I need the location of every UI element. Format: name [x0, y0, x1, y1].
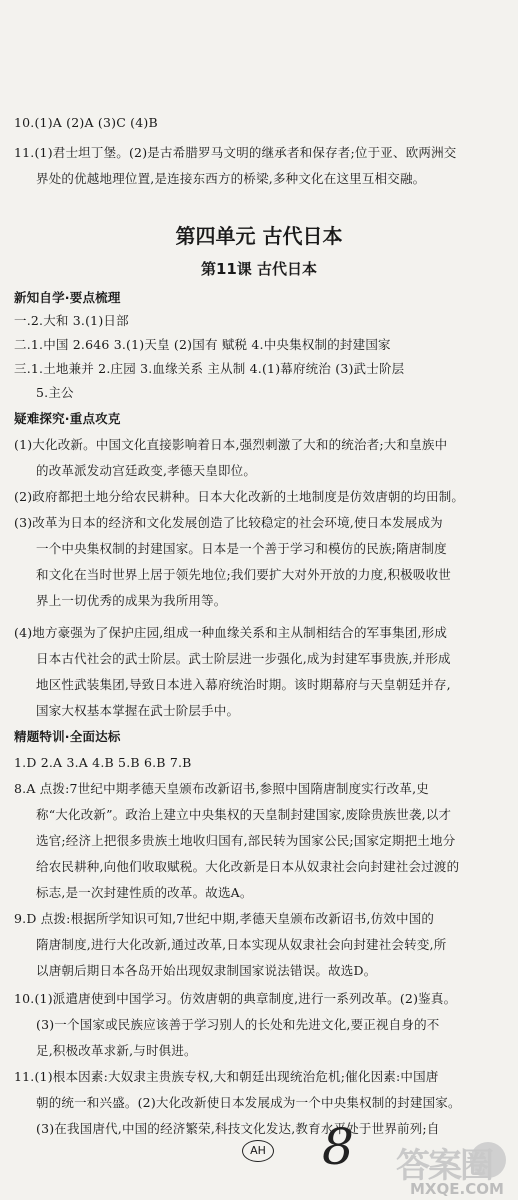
answer-line: (3)改革为日本的经济和文化发展创造了比较稳定的社会环境,使日本发展成为 [14, 515, 443, 530]
answer-line: 标志,是一次封建性质的改革。故选A。 [36, 885, 253, 900]
answer-line: 足,积极改革求新,与时俱进。 [36, 1043, 197, 1058]
unit-title: 第四单元 古代日本 [175, 224, 343, 248]
answer-line: 一个中央集权制的封建国家。日本是一个善于学习和模仿的民族;隋唐制度 [36, 541, 447, 556]
answer-line: 9.D 点拨:根据所学知识可知,7世纪中期,孝德天皇颁布改新诏书,仿效中国的 [14, 911, 435, 926]
answer-line: 界处的优越地理位置,是连接东西方的桥梁,多种文化在这里互相交融。 [36, 171, 426, 186]
section-heading: 疑难探究·重点攻克 [14, 411, 121, 426]
answer-line: 隋唐制度,进行大化改新,通过改革,日本实现从奴隶社会向封建社会转变,所 [36, 937, 447, 952]
answer-line: 10.(1)派遣唐使到中国学习。仿效唐朝的典章制度,进行一系列改革。(2)鉴真。 [14, 991, 457, 1006]
section-heading: 新知自学·要点梳理 [14, 290, 121, 305]
answer-line: 10.(1)A (2)A (3)C (4)B [14, 115, 158, 130]
answer-line: 朝的统一和兴盛。(2)大化改新使日本发展成为一个中央集权制的封建国家。 [36, 1095, 461, 1110]
answer-line: 国家大权基本掌握在武士阶层手中。 [36, 703, 240, 718]
watermark-url: MXQE.COM [410, 1180, 504, 1198]
answer-line: 8.A 点拨:7世纪中期孝德天皇颁布改新诏书,参照中国隋唐制度实行改革,史 [14, 781, 429, 796]
handwritten-page-number: 8 [322, 1118, 354, 1176]
answer-line: 的改革派发动宫廷政变,孝德天皇即位。 [36, 463, 257, 478]
answer-line: (3)在我国唐代,中国的经济繁荣,科技文化发达,教育水平处于世界前列;自 [36, 1121, 440, 1136]
answer-line: 以唐朝后期日本各岛开始出现奴隶制国家说法错误。故选D。 [36, 963, 377, 978]
answer-line: 地区性武装集团,导致日本进入幕府统治时期。该时期幕府与天皇朝廷并存, [36, 677, 451, 692]
answer-line: 给农民耕种,向他们收取赋税。大化改新是日本从奴隶社会向封建社会过渡的 [36, 859, 460, 874]
watermark-text: 答案圈 [396, 1146, 492, 1186]
answer-line: 和文化在当时世界上居于领先地位;我们要扩大对外开放的力度,积极吸收世 [36, 567, 451, 582]
section-heading: 精题特训·全面达标 [14, 729, 121, 744]
answer-line: 11.(1)君士坦丁堡。(2)是古希腊罗马文明的继承者和保存者;位于亚、欧两洲交 [14, 145, 457, 160]
answer-line: (1)大化改新。中国文化直接影响着日本,强烈刺激了大和的统治者;大和皇族中 [14, 437, 448, 452]
lesson-title: 第11课 古代日本 [200, 260, 318, 278]
answer-line: (2)政府都把土地分给农民耕种。日本大化改新的土地制度是仿效唐朝的均田制。 [14, 489, 465, 504]
answer-line: (4)地方豪强为了保护庄园,组成一种血缘关系和主从制相结合的军事集团,形成 [14, 625, 448, 640]
answer-line: 称“大化改新”。政治上建立中央集权的天皇制封建国家,废除贵族世袭,以才 [36, 807, 452, 822]
answer-line: 日本古代社会的武士阶层。武士阶层进一步强化,成为封建军事贵族,并形成 [36, 651, 451, 666]
answer-line: 11.(1)根本因素:大奴隶主贵族专权,大和朝廷出现统治危机;催化因素:中国唐 [14, 1069, 439, 1084]
publisher-badge: AH [242, 1140, 274, 1162]
answer-line: 1.D 2.A 3.A 4.B 5.B 6.B 7.B [14, 755, 192, 770]
answer-line: 三.1.土地兼并 2.庄园 3.血缘关系 主从制 4.(1)幕府统治 (3)武士阶层 [14, 361, 405, 376]
answer-line: 界上一切优秀的成果为我所用等。 [36, 593, 227, 608]
answer-line: (3)一个国家或民族应该善于学习别人的长处和先进文化,要正视自身的不 [36, 1017, 440, 1032]
answer-line: 5.主公 [36, 385, 74, 400]
answer-line: 一.2.大和 3.(1)日部 [14, 313, 129, 328]
answer-line: 选官;经济上把很多贵族土地收归国有,部民转为国家公民;国家定期把土地分 [36, 833, 456, 848]
answer-line: 二.1.中国 2.646 3.(1)天皇 (2)国有 赋税 4.中央集权制的封建国家 [14, 337, 391, 352]
